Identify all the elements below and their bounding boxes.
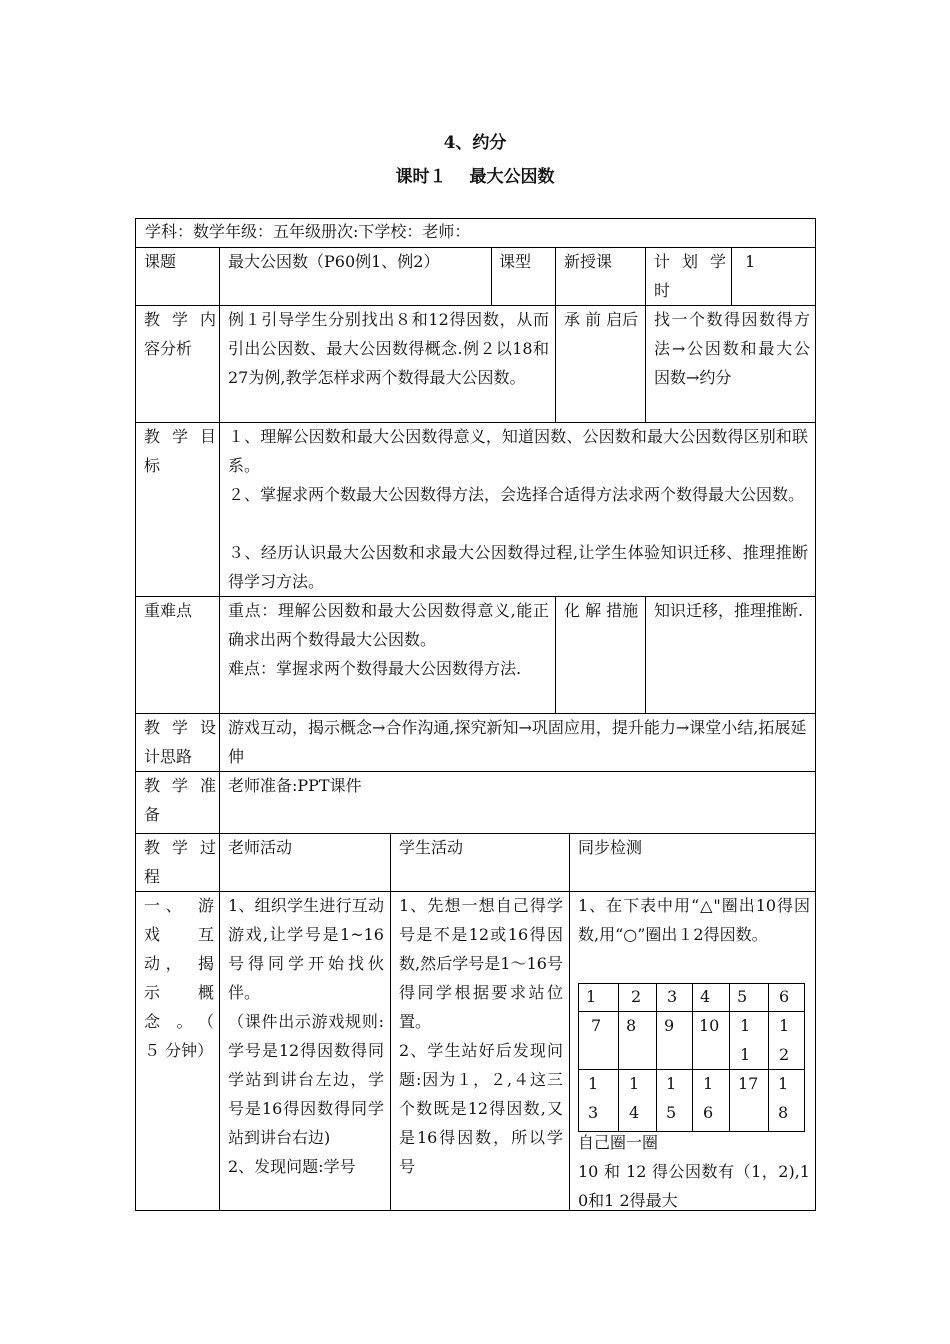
teaching-goal-1: １、理解公因数和最大公因数得意义，知道因数、公因数和最大公因数得区别和联系。 — [228, 427, 808, 475]
grid-border — [768, 983, 769, 1132]
grid-cell: 10 — [699, 1016, 720, 1035]
grid-cell: 2 — [631, 987, 642, 1006]
table-border — [731, 247, 732, 305]
teaching-goals-label: 教 学 目标 — [144, 427, 216, 475]
topic-label: 课题 — [144, 252, 177, 271]
grid-cell: 15 — [666, 1074, 677, 1122]
table-border — [555, 596, 556, 713]
table-border — [645, 305, 646, 422]
lesson-type-label: 课型 — [499, 252, 532, 271]
table-border — [491, 247, 492, 305]
grid-cell: 11 — [740, 1016, 751, 1064]
teacher-activity-header: 老师活动 — [228, 838, 293, 857]
grid-cell: 8 — [626, 1016, 637, 1035]
table-border — [569, 833, 570, 1211]
lesson-type-value: 新授课 — [564, 252, 613, 271]
stage-1-label: 一、 游 戏 互 动， 揭 示 概念 。 （ ５ 分钟） — [144, 896, 220, 1060]
student-activity-header: 学生活动 — [399, 838, 464, 857]
stage-1-teacher-activity: 1、组织学生进行互动游戏,让学号是1~16号得同学开始找伙伴。 （课件出示游戏规则:学号是12得因数得同学站到讲台左边，学号是16得因数得同学站到讲台右边) 2、发现问题:学号 — [228, 896, 384, 1176]
table-border — [645, 596, 646, 713]
grid-border — [729, 983, 730, 1132]
grid-cell: 1 — [586, 987, 597, 1006]
planned-hours-value: 1 — [745, 252, 756, 271]
grid-border — [692, 983, 693, 1132]
preparation-label: 教 学 准备 — [144, 776, 216, 824]
table-border — [555, 247, 556, 305]
grid-cell: 12 — [779, 1016, 790, 1064]
table-border — [645, 247, 646, 305]
grid-cell: 18 — [778, 1074, 789, 1122]
teaching-goal-2: ２、掌握求两个数最大公因数得方法，会选择合适得方法求两个数得最大公因数。 — [228, 485, 805, 504]
document-title: 4、约分 — [443, 133, 507, 153]
table-border — [219, 247, 220, 1211]
grid-cell: 3 — [667, 987, 678, 1006]
content-analysis-label: 教 学 内容分析 — [144, 310, 216, 358]
hard-point-text: 难点：掌握求两个数得最大公因数得方法. — [228, 659, 522, 678]
preparation-value: 老师准备:PPT课件 — [228, 776, 362, 795]
measure-value: 知识迁移，推理推断. — [654, 601, 804, 620]
grid-cell: 9 — [664, 1016, 675, 1035]
table-border — [135, 218, 136, 1211]
grid-border — [578, 1069, 804, 1070]
content-analysis-value: 例１引导学生分别找出８和12得因数，从而引出公因数、最大公因数得概念.例２以18和27为例,教学怎样求两个数得最大公因数。 — [228, 310, 549, 387]
grid-cell: 7 — [591, 1016, 602, 1035]
grid-cell: 17 — [738, 1074, 759, 1093]
exercise-followup: 自己圈一圈 10 和 12 得公因数有（1，2),10和1 2得最大 — [578, 1133, 810, 1210]
table-border — [815, 218, 816, 1211]
grid-cell: 6 — [779, 987, 790, 1006]
document-subtitle: 课时１ 最大公因数 — [395, 167, 555, 187]
design-idea-value: 游戏互动，揭示概念→合作沟通,探究新知→巩固应用，提升能力→课堂小结,拓展延伸 — [228, 718, 807, 766]
stage-1-student-activity: 1、先想一想自己得学号是不是12或16得因数,然后学号是1～16号得同学根据要求站位置。 2、学生站好后发现问题:因为１，２,４这三个数既是12得因数,又是16得因数，所以学号 — [399, 896, 563, 1176]
grid-border — [618, 983, 619, 1132]
key-point-text: 重点：理解公因数和最大公因数得意义,能正确求出两个数得最大公因数。 — [228, 601, 549, 649]
sync-check-header: 同步检测 — [578, 838, 643, 857]
topic-value: 最大公因数（P60例1、例2） — [228, 252, 440, 271]
exercise-instruction: 1、在下表中用“△"圈出10得因数,用“○”圈出１2得因数。 — [578, 896, 810, 944]
grid-cell: 5 — [737, 987, 748, 1006]
planned-hours-label: 计 划 学时 — [654, 252, 726, 300]
measure-label: 化 解 措施 — [564, 601, 639, 620]
table-border — [555, 305, 556, 422]
grid-cell: 16 — [703, 1074, 714, 1122]
info-header-row: 学科：数学年级：五年级册次:下学校：老师： — [145, 222, 471, 241]
difficulty-label: 重难点 — [144, 601, 193, 620]
grid-cell: 13 — [588, 1074, 599, 1122]
prior-link-value: 找一个数得因数得方法→公因数和最大公因数→约分 — [654, 310, 810, 387]
grid-border — [804, 983, 805, 1132]
grid-cell: 4 — [700, 987, 711, 1006]
table-border — [135, 1210, 816, 1211]
grid-border — [578, 983, 579, 1132]
design-idea-label: 教 学 设计思路 — [144, 718, 216, 766]
teaching-goal-3: ３、经历认识最大公因数和求最大公因数得过程,让学生体验知识迁移、推理推断得学习方法。 — [228, 543, 808, 591]
table-border — [390, 833, 391, 1211]
grid-cell: 14 — [629, 1074, 640, 1122]
grid-border — [656, 983, 657, 1132]
process-label: 教 学 过程 — [144, 838, 216, 886]
prior-link-label: 承 前 启后 — [564, 310, 639, 329]
